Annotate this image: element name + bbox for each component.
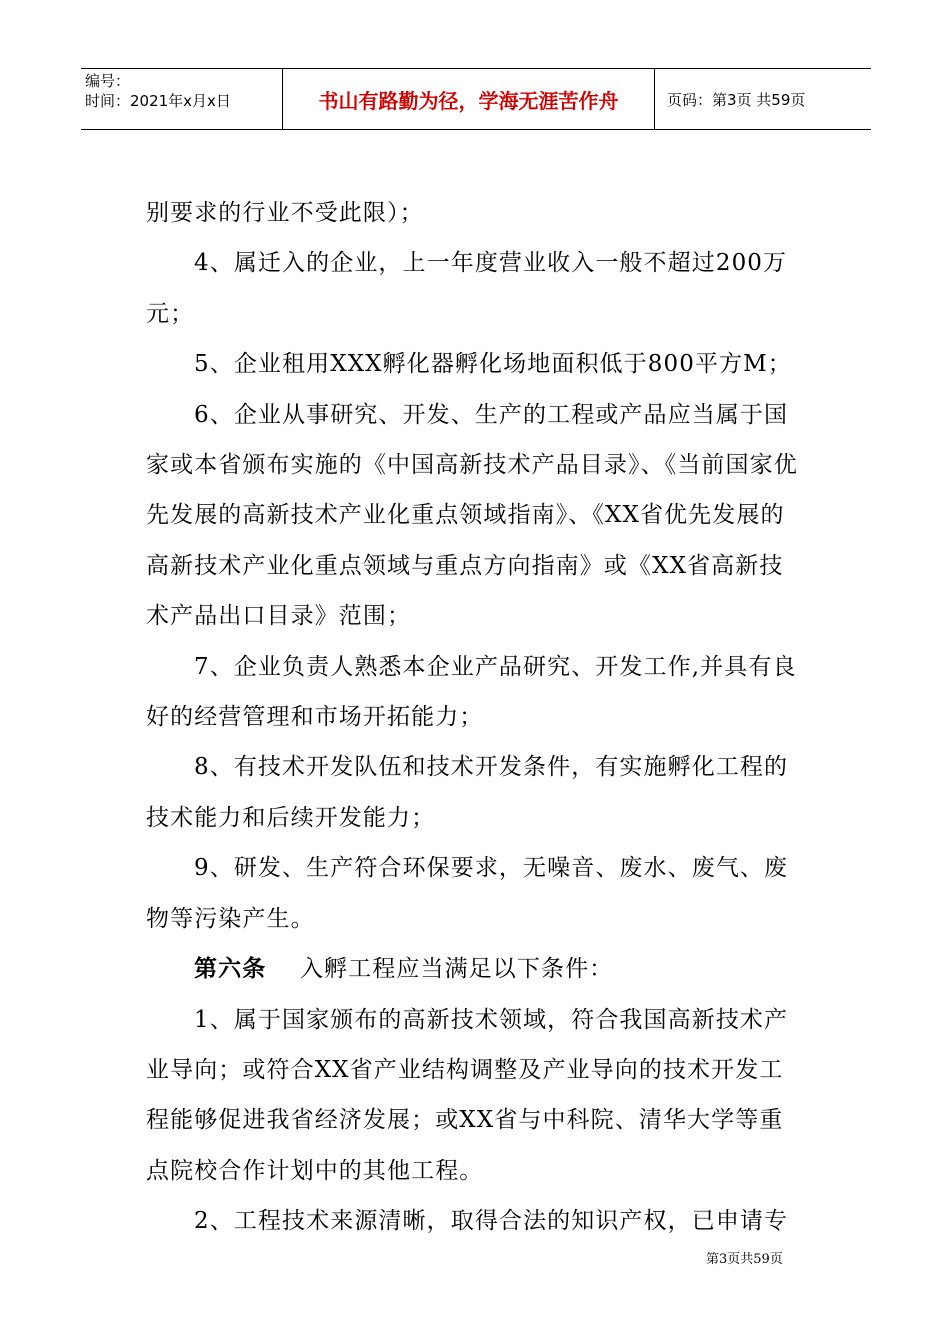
article-intro: 入孵工程应当满足以下条件： xyxy=(299,956,614,983)
article-title: 第六条 xyxy=(194,955,267,983)
paragraph-item-9: 9、研发、生产符合环保要求，无噪音、废水、废气、废物等污染产生。 xyxy=(146,855,789,932)
paragraph-item-7: 7、企业负责人熟悉本企业产品研究、开发工作,并具有良好的经营管理和市场开拓能力； xyxy=(146,653,797,731)
header-meta xyxy=(81,69,282,129)
paragraph-item-6: 6、企业从事研究、开发、生产的工程或产品应当属于国家或本省颁布实施的《中国高新技术产品目录》、《当前国家优先发展的高新技术产业化重点领域指南》、《XX省优先发展的高新技术产业化重点领域与重点方向指南》或《XX省高新技术产品出口目录》范围； xyxy=(146,401,798,630)
article-item-1: 1、属于国家颁布的高新技术领域，符合我国高新技术产业导向；或符合XX省产业结构调整及产业导向的技术开发工程能够促进我省经济发展；或XX省与中科院、清华大学等重点院校合作计划中的其他工程。 xyxy=(146,1006,789,1184)
document-date-label: 时间：2021年x月x日 xyxy=(85,92,231,110)
page-footer: 第3页共59页 xyxy=(706,1252,783,1267)
paragraph-item-5: 5、企业租用XXX孵化器孵化场地面积低于800平方M； xyxy=(194,351,792,378)
article-item-2: 2、工程技术来源清晰，取得合法的知识产权，已申请专 xyxy=(194,1208,789,1235)
header-page-info: 页码：第3页 共59页 xyxy=(667,90,806,109)
header-motto: 书山有路勤为径，学海无涯苦作舟 xyxy=(318,88,619,113)
paragraph-continuation: 别要求的行业不受此限）； xyxy=(146,200,424,226)
paragraph-item-4: 4、属迁入的企业，上一年度营业收入一般不超过200万元； xyxy=(146,250,788,327)
page-header xyxy=(81,68,871,130)
document-body xyxy=(146,188,806,1247)
header-motto-cell xyxy=(282,69,655,129)
article-six-heading xyxy=(146,944,806,994)
document-number-label: 编号： xyxy=(85,72,131,90)
paragraph-item-8: 8、有技术开发队伍和技术开发条件，有实施孵化工程的技术能力和后续开发能力； xyxy=(146,754,789,831)
